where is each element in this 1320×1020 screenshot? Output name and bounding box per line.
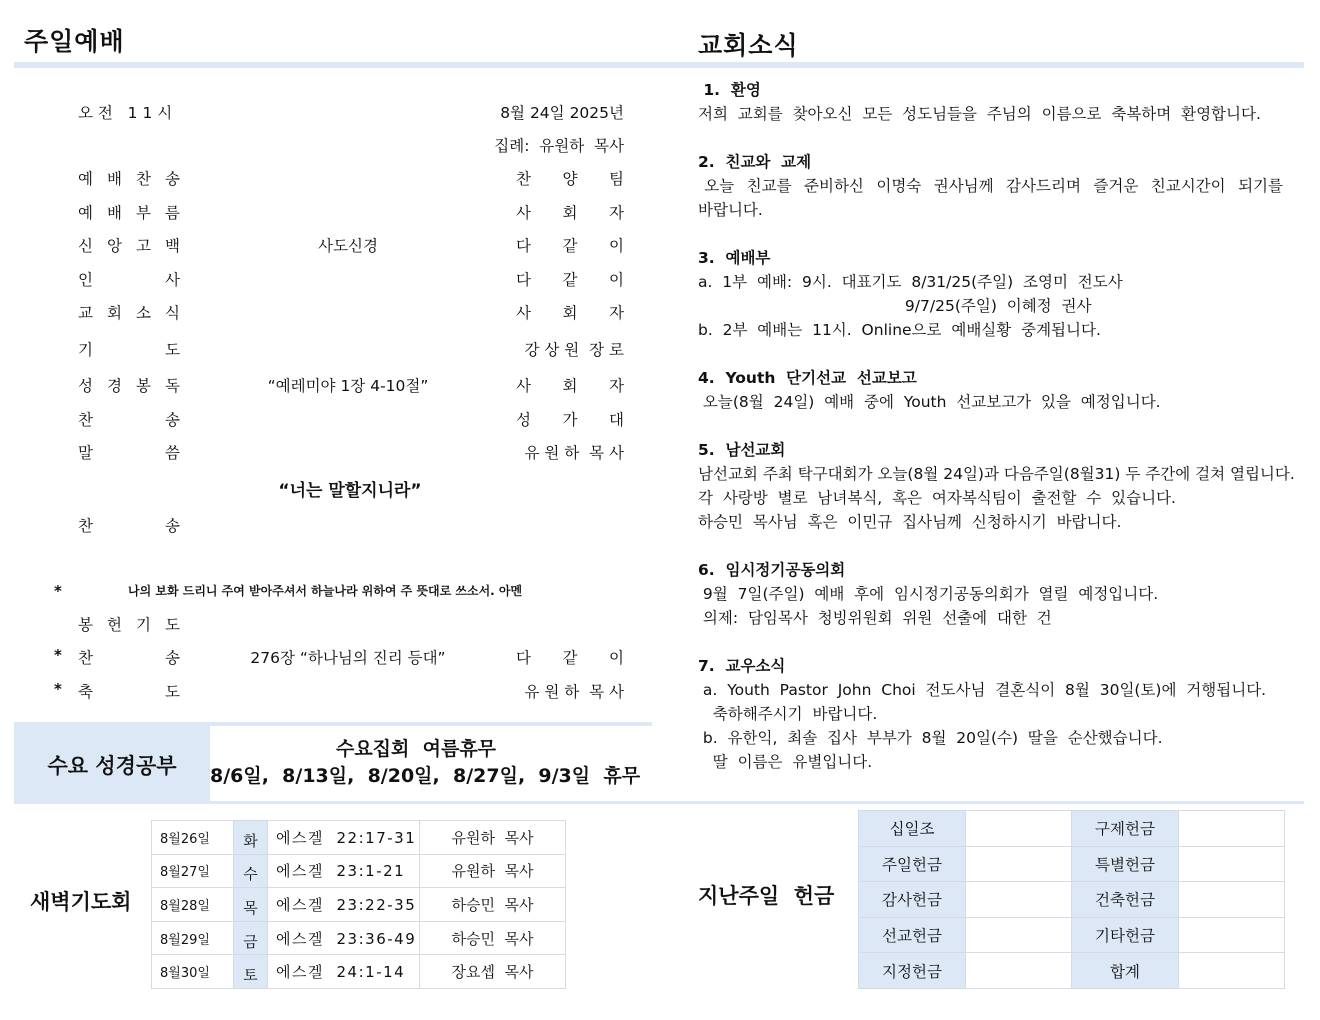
offering-row xyxy=(859,882,1285,918)
news-item-text: a. 1부 예배: 9시. 대표기도 8/31/25(주일) 조영미 전도사 xyxy=(698,273,1123,291)
offering-category: 감사헌금 xyxy=(859,882,966,918)
news-item-text: 하승민 목사님 혹은 이민규 집사님께 신청하시기 바랍니다. xyxy=(698,513,1122,531)
leader-char: 다 xyxy=(516,237,531,255)
worship-date: 8월 24일 2025년 xyxy=(500,104,624,122)
leader-char: 사 xyxy=(516,377,531,395)
label-char: 예 xyxy=(78,204,93,222)
worship-item-label xyxy=(78,514,180,536)
worship-item xyxy=(78,167,624,191)
leader-char: 자 xyxy=(609,304,624,322)
worship-item-detail: 사도신경 xyxy=(318,237,378,255)
offering-row xyxy=(859,917,1285,953)
news-item-heading: 1. 환영 xyxy=(698,81,761,99)
label-char: 송 xyxy=(165,170,180,188)
offering-amount xyxy=(966,882,1072,918)
offering-category: 주일헌금 xyxy=(859,846,966,882)
worship-item-hymn xyxy=(78,514,624,538)
offering-amount xyxy=(1179,846,1285,882)
offering-amount xyxy=(1179,917,1285,953)
worship-item-leader: 유 원 하 목 사 xyxy=(524,683,624,701)
offering-amount xyxy=(1179,811,1285,847)
offering-amount xyxy=(1179,882,1285,918)
label-char: 배 xyxy=(107,204,122,222)
dawn-prayer-table xyxy=(151,820,566,989)
worship-item-label xyxy=(78,441,180,463)
leader-char: 가 xyxy=(562,411,578,429)
dawn-day: 목 xyxy=(234,888,268,922)
worship-item-label xyxy=(78,646,180,668)
label-char: 말 xyxy=(78,444,93,462)
worship-item-leader xyxy=(516,374,624,396)
worship-item xyxy=(78,338,624,362)
worship-item-leader: 유 원 하 목 사 xyxy=(524,444,624,462)
news-item-text: 남선교회 주최 탁구대회가 오늘(8월 24일)과 다음주일(8월31) 두 주간에 걸쳐 열립니다. xyxy=(698,465,1295,483)
worship-item-label xyxy=(78,301,180,323)
label-char: 부 xyxy=(136,204,151,222)
label-char: 도 xyxy=(165,683,180,701)
leader-char: 같 xyxy=(562,237,578,255)
label-char: 사 xyxy=(165,271,180,289)
label-char: 회 xyxy=(107,304,122,322)
news-item-text: a. Youth Pastor John Choi 전도사님 결혼식이 8월 30일(토)에 거행됩니다. xyxy=(698,681,1267,699)
label-char: 고 xyxy=(136,237,151,255)
worship-item-label xyxy=(78,374,180,396)
wednesday-line1: 수요집회 여름휴무 xyxy=(335,738,497,760)
dawn-day: 토 xyxy=(234,955,268,989)
worship-item-leader: 강 상 원 장 로 xyxy=(524,341,624,359)
label-char: 인 xyxy=(78,271,93,289)
news-item-heading: 3. 예배부 xyxy=(698,249,771,267)
worship-item xyxy=(78,441,624,465)
offering-row xyxy=(859,811,1285,847)
dawn-scripture: 에스겔 23:22-35 xyxy=(268,888,420,922)
dawn-day: 수 xyxy=(234,854,268,888)
dawn-row xyxy=(152,854,566,888)
dawn-scripture: 에스겔 24:1-14 xyxy=(268,955,420,989)
label-char: 경 xyxy=(107,377,122,395)
worship-presider: 집례: 유원하 목사 xyxy=(494,137,624,155)
offering-category: 지정헌금 xyxy=(859,953,966,989)
label-char: 봉 xyxy=(136,377,151,395)
offering-category: 기타헌금 xyxy=(1072,917,1179,953)
worship-item-label xyxy=(78,268,180,290)
news-item xyxy=(698,558,1283,630)
worship-item-leader xyxy=(516,268,624,290)
wednesday-line2: 8/6일, 8/13일, 8/20일, 8/27일, 9/3일 휴무 xyxy=(210,765,641,787)
worship-title: 주일예배 xyxy=(24,27,125,56)
dawn-row xyxy=(152,888,566,922)
worship-item xyxy=(78,646,624,670)
news-item xyxy=(698,246,1283,342)
dawn-leader: 유원하 목사 xyxy=(420,821,566,855)
label-char: 찬 xyxy=(136,170,151,188)
worship-item-label xyxy=(78,613,180,635)
worship-item-label xyxy=(78,234,180,256)
leader-char: 자 xyxy=(609,204,624,222)
offering-category: 합계 xyxy=(1072,953,1179,989)
prayer-star: * xyxy=(54,582,62,600)
offering-row xyxy=(859,846,1285,882)
news-item-text: 9/7/25(주일) 이혜정 권사 xyxy=(698,297,1092,315)
worship-item-label xyxy=(78,408,180,430)
dawn-day: 화 xyxy=(234,821,268,855)
news-item-heading: 6. 임시정기공동의회 xyxy=(698,561,846,579)
news-item-heading: 2. 친교와 교제 xyxy=(698,153,812,171)
offering-category: 구제헌금 xyxy=(1072,811,1179,847)
label-char: 기 xyxy=(136,616,151,634)
label-char: 송 xyxy=(165,411,180,429)
news-item-text: 바랍니다. xyxy=(698,201,763,219)
wednesday-content xyxy=(210,726,641,804)
label-char: 독 xyxy=(165,377,180,395)
label-char: 씀 xyxy=(165,444,180,462)
offering-row xyxy=(859,953,1285,989)
leader-char: 다 xyxy=(516,271,531,289)
worship-item xyxy=(78,374,624,398)
worship-order xyxy=(0,0,660,720)
leader-char: 다 xyxy=(516,649,531,667)
news-item-heading: 5. 남선교회 xyxy=(698,441,786,459)
news-item-text: 의제: 담임목사 청빙위원회 위원 선출에 대한 건 xyxy=(698,609,1052,627)
worship-item-leader xyxy=(516,646,624,668)
leader-char: 회 xyxy=(562,204,578,222)
leader-char: 같 xyxy=(562,649,578,667)
dawn-scripture: 에스겔 22:17-31 xyxy=(268,821,420,855)
dawn-date: 8월29일 xyxy=(152,921,234,955)
dawn-date: 8월28일 xyxy=(152,888,234,922)
leader-char: 회 xyxy=(562,304,578,322)
worship-item xyxy=(78,201,624,225)
leader-char: 사 xyxy=(516,304,531,322)
label-char: 앙 xyxy=(107,237,122,255)
label-char: 기 xyxy=(78,341,93,359)
label-char: 소 xyxy=(136,304,151,322)
offering-category: 특별헌금 xyxy=(1072,846,1179,882)
label-char: 름 xyxy=(165,204,180,222)
leader-char: 회 xyxy=(562,377,578,395)
label-char: 찬 xyxy=(78,411,93,429)
offering-amount xyxy=(966,846,1072,882)
label-char: 헌 xyxy=(107,616,122,634)
leader-char: 찬 xyxy=(516,170,531,188)
dawn-date: 8월30일 xyxy=(152,955,234,989)
wednesday-label: 수요 성경공부 xyxy=(14,726,210,804)
leader-char: 이 xyxy=(609,237,624,255)
worship-item xyxy=(78,234,624,258)
news-item xyxy=(698,150,1283,222)
leader-char: 성 xyxy=(516,411,531,429)
worship-item xyxy=(78,301,624,325)
news-item-text: 오늘(8월 24일) 예배 중에 Youth 선교보고가 있을 예정입니다. xyxy=(698,393,1161,411)
label-char: 배 xyxy=(107,170,122,188)
label-char: 예 xyxy=(78,170,93,188)
worship-star: * xyxy=(54,680,62,698)
label-char: 백 xyxy=(165,237,180,255)
offering-table xyxy=(858,810,1285,989)
worship-item-label xyxy=(78,167,180,189)
worship-item-detail: “예레미야 1장 4-10절” xyxy=(267,377,429,395)
offering-amount xyxy=(966,811,1072,847)
offering-amount xyxy=(966,953,1072,989)
worship-item xyxy=(78,408,624,432)
news-title: 교회소식 xyxy=(698,31,799,60)
offering-title: 지난주일 헌금 xyxy=(698,884,835,908)
news-item-heading: 4. Youth 단기선교 선교보고 xyxy=(698,369,917,387)
dawn-leader: 하승민 목사 xyxy=(420,921,566,955)
label-char: 송 xyxy=(165,649,180,667)
dawn-date: 8월26일 xyxy=(152,821,234,855)
worship-item-label xyxy=(78,201,180,223)
label-char: 도 xyxy=(165,341,180,359)
bottom-divider xyxy=(14,801,1304,804)
worship-item-leader xyxy=(516,408,624,430)
news-item xyxy=(698,366,1283,414)
worship-item xyxy=(78,268,624,292)
news-item-heading: 7. 교우소식 xyxy=(698,657,786,675)
dawn-scripture: 에스겔 23:1-21 xyxy=(268,854,420,888)
news-item-text: 각 사랑방 별로 남녀복식, 혹은 여자복식팀이 출전할 수 있습니다. xyxy=(698,489,1176,507)
worship-item-leader xyxy=(516,234,624,256)
dawn-row xyxy=(152,821,566,855)
dawn-date: 8월27일 xyxy=(152,854,234,888)
dawn-leader: 유원하 목사 xyxy=(420,854,566,888)
news-item-text: 딸 이름은 유별입니다. xyxy=(698,753,873,771)
worship-item-label xyxy=(78,338,180,360)
label-char: 봉 xyxy=(78,616,93,634)
leader-char: 대 xyxy=(609,411,624,429)
label-char: 도 xyxy=(165,616,180,634)
worship-item xyxy=(78,680,624,704)
news-item-text: 9월 7일(주일) 예배 후에 임시정기공동의회가 열릴 예정입니다. xyxy=(698,585,1159,603)
label-char: 교 xyxy=(78,304,93,322)
worship-item-leader xyxy=(516,301,624,323)
leader-char: 팀 xyxy=(609,170,624,188)
news-item-text: 저희 교회를 찾아오신 모든 성도님들을 주님의 이름으로 축복하며 환영합니다. xyxy=(698,105,1261,123)
dawn-row xyxy=(152,955,566,989)
dawn-row xyxy=(152,921,566,955)
leader-char: 이 xyxy=(609,271,624,289)
leader-char: 이 xyxy=(609,649,624,667)
worship-item-leader xyxy=(516,167,624,189)
worship-time: 오 전 1 1 시 xyxy=(78,104,173,122)
offering-amount xyxy=(966,917,1072,953)
dawn-leader: 장요셉 목사 xyxy=(420,955,566,989)
news-list xyxy=(698,78,1295,798)
leader-char: 같 xyxy=(562,271,578,289)
worship-item-leader xyxy=(516,201,624,223)
leader-char: 자 xyxy=(609,377,624,395)
label-char: 성 xyxy=(78,377,93,395)
worship-item-detail: 276장 “하나님의 진리 등대” xyxy=(250,649,446,667)
offering-amount xyxy=(1179,953,1285,989)
news-item-text: 오늘 친교를 준비하신 이명숙 권사님께 감사드리며 즐거운 친교시간이 되기를 xyxy=(698,177,1283,195)
label-char: 찬 xyxy=(78,649,93,667)
dawn-leader: 하승민 목사 xyxy=(420,888,566,922)
label-char: 찬 xyxy=(78,517,93,535)
worship-star: * xyxy=(54,646,62,664)
offering-category: 건축헌금 xyxy=(1072,882,1179,918)
offering-category: 선교헌금 xyxy=(859,917,966,953)
label-char: 축 xyxy=(78,683,93,701)
leader-char: 양 xyxy=(562,170,578,188)
label-char: 신 xyxy=(78,237,93,255)
news-item-text: b. 유한익, 최솔 집사 부부가 8월 20일(수) 딸을 순산했습니다. xyxy=(698,729,1163,747)
news-item-text: b. 2부 예배는 11시. Online으로 예배실황 중계됩니다. xyxy=(698,321,1101,339)
sermon-title: “너는 말할지니라” xyxy=(278,481,422,501)
news-item xyxy=(698,78,1283,126)
offering-prayer-hymn: 나의 보화 드리니 주여 받아주셔서 하늘나라 위하여 주 뜻대로 쓰소서. 아멘 xyxy=(128,584,523,598)
news-item xyxy=(698,438,1295,534)
worship-item-label xyxy=(78,680,180,702)
news-item-text: 축하해주시기 바랍니다. xyxy=(698,705,878,723)
offering-category: 십일조 xyxy=(859,811,966,847)
news-item xyxy=(698,654,1283,774)
dawn-day: 금 xyxy=(234,921,268,955)
worship-item xyxy=(78,613,624,637)
leader-char: 사 xyxy=(516,204,531,222)
label-char: 식 xyxy=(165,304,180,322)
label-char: 송 xyxy=(165,517,180,535)
dawn-scripture: 에스겔 23:36-49 xyxy=(268,921,420,955)
dawn-prayer-title: 새벽기도회 xyxy=(30,890,132,914)
